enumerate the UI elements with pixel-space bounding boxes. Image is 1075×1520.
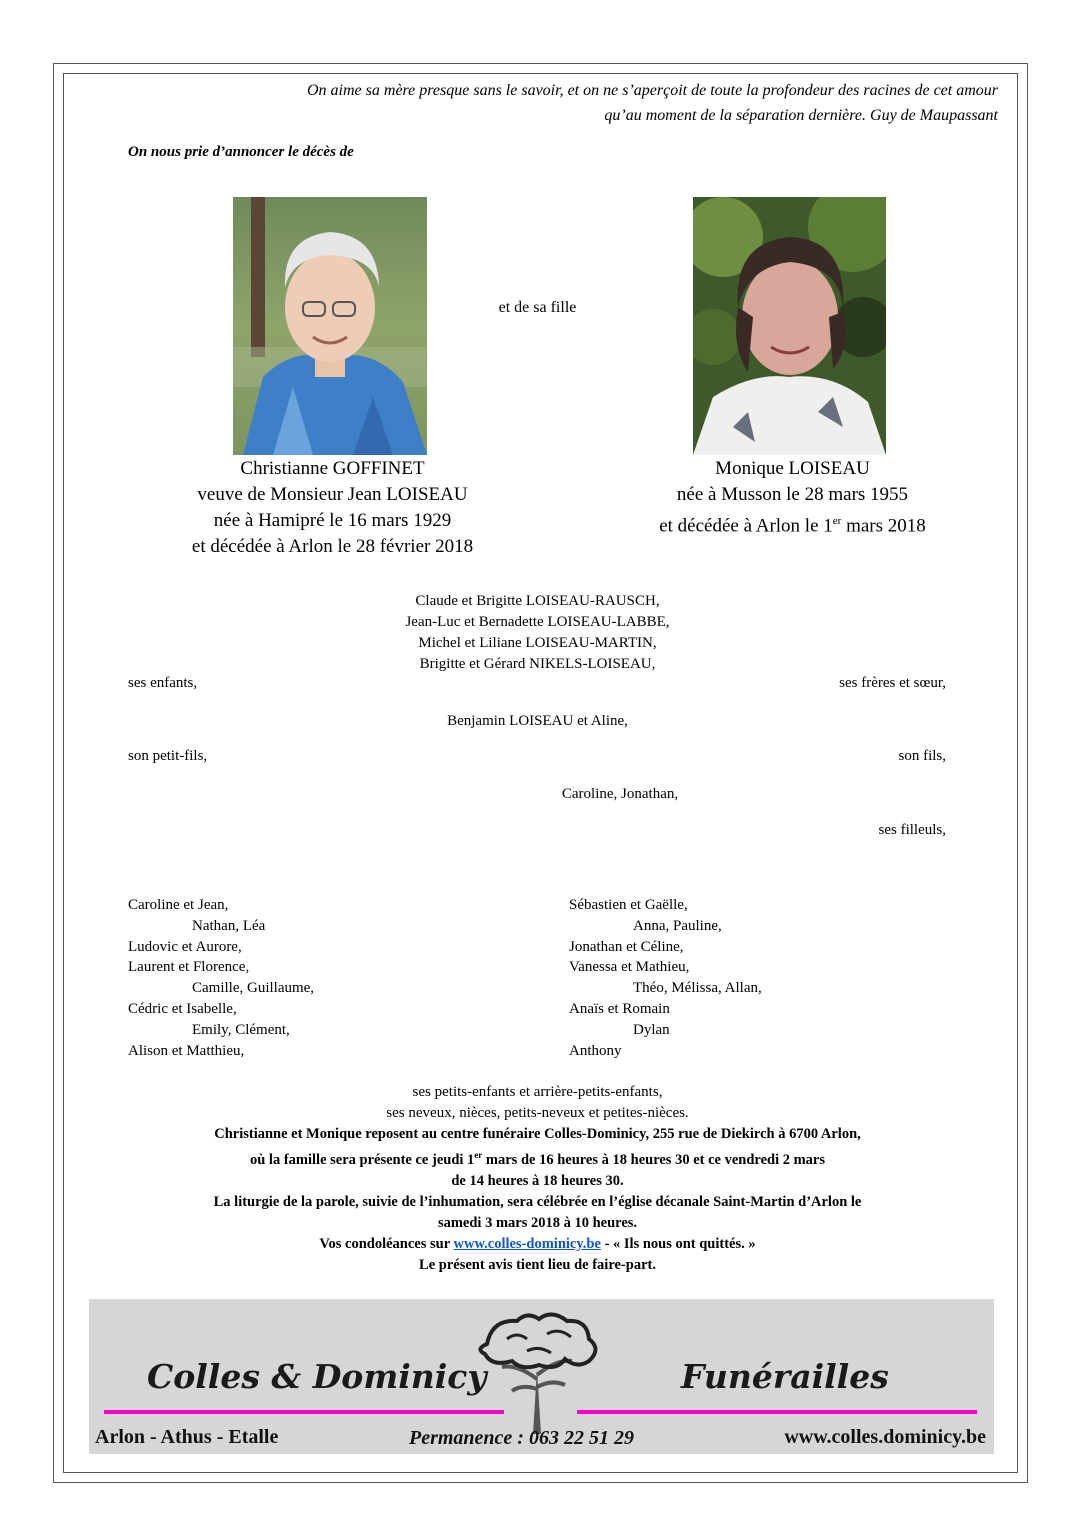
child-2: Jean-Luc et Bernadette LOISEAU-LABBE, [405,614,670,630]
person1-death: et décédée à Arlon le 28 février 2018 [191,536,474,557]
announcement-heading: On nous prie d’annoncer le décès de [128,144,354,160]
person2-birth: née à Musson le 28 mars 1955 [676,484,909,505]
gc-right-7: Dylan [633,1021,670,1038]
label-son-fils: son fils, [898,748,946,764]
quote-line-2: qu’au moment de la séparation dernière. Guy de Maupassant [604,107,998,124]
gc-left-7: Emily, Clément, [192,1021,290,1038]
condolences-link[interactable]: www.colles-dominicy.be [453,1235,601,1252]
gc-right-2: Anna, Pauline, [633,917,722,934]
gc-right-8: Anthony [569,1042,622,1059]
funeral-info [0,1124,1075,1276]
info-line-2: où la famille sera présente ce jeudi 1er mars de 16 heures à 18 heures 30 et ce vendredi 2 mars [249,1150,826,1168]
person2-death: et décédée à Arlon le 1er mars 2018 [659,515,926,537]
portrait-christianne [233,197,427,455]
gc-right-3: Jonathan et Céline, [569,938,684,955]
brand-right: Funérailles [681,1357,889,1396]
brand-left: Colles & Dominicy [147,1357,487,1396]
person2-name: Monique LOISEAU [715,458,870,479]
children-list [0,591,1075,675]
connector-text: et de sa fille [498,299,577,316]
child-4: Brigitte et Gérard NIKELS-LOISEAU, [419,656,656,672]
relatives-line-1: ses petits-enfants et arrière-petits-enfants, [412,1084,663,1100]
grandchildren-left [128,895,314,1061]
gc-left-8: Alison et Matthieu, [128,1042,245,1059]
label-petit-fils: son petit-fils, [128,748,208,764]
info-line-7: Le présent avis tient lieu de faire-part. [419,1256,656,1273]
caroline-jonathan-line: Caroline, Jonathan, [561,786,679,802]
gc-right-6: Anaïs et Romain [569,1000,670,1017]
info-line-1: Christianne et Monique reposent au centre funéraire Colles-Dominicy, 255 rue de Diekirch à 6700 Arlon, [214,1126,861,1142]
accent-line-right [577,1410,977,1414]
grandchildren-right [569,895,762,1061]
child-1: Claude et Brigitte LOISEAU-RAUSCH, [415,593,660,609]
accent-line-left [104,1410,504,1414]
person1-widow: veuve de Monsieur Jean LOISEAU [197,484,468,505]
footer-locations: Arlon - Athus - Etalle [95,1426,279,1448]
info-line-3: de 14 heures à 18 heures 30. [451,1172,624,1189]
person1-birth: née à Hamipré le 16 mars 1929 [213,510,452,531]
label-filleuls: ses filleuls, [878,822,946,838]
person2-details [610,456,975,539]
gc-left-6: Cédric et Isabelle, [128,1000,237,1017]
footer-website: www.colles.dominicy.be [784,1426,986,1448]
info-line-6: Vos condoléances sur www.colles-dominicy.be - « Ils nous ont quittés. » [319,1235,756,1252]
relatives [0,1082,1075,1124]
gc-right-4: Vanessa et Mathieu, [569,959,690,976]
gc-left-3: Ludovic et Aurore, [128,938,242,955]
quote-line-1: On aime sa mère presque sans le savoir, et on ne s’aperçoit de toute la profondeur des racines de cet amour [307,82,998,99]
funeral-home-banner [89,1299,994,1454]
benjamin-line: Benjamin LOISEAU et Aline, [447,713,628,729]
person1-details [150,456,515,560]
footer-permanence: Permanence : 063 22 51 29 [409,1427,634,1449]
label-freres-soeur: ses frères et sœur, [839,675,946,691]
info-line-4: La liturgie de la parole, suivie de l’inhumation, sera célébrée en l’église décanale Saint-Martin d’Arlon le [213,1193,862,1210]
label-ses-enfants: ses enfants, [128,675,198,691]
gc-left-4: Laurent et Florence, [128,959,250,976]
gc-right-1: Sébastien et Gaëlle, [569,897,688,913]
gc-left-5: Camille, Guillaume, [192,980,315,997]
portrait-monique [693,197,886,455]
tree-logo [467,1309,607,1434]
relatives-line-2: ses neveux, nièces, petits-neveux et petites-nièces. [386,1105,689,1121]
person1-name: Christianne GOFFINET [240,458,425,479]
gc-right-5: Théo, Mélissa, Allan, [633,980,762,997]
info-line-5: samedi 3 mars 2018 à 10 heures. [437,1214,638,1231]
gc-left-2: Nathan, Léa [192,917,266,934]
quote [98,78,998,128]
gc-left-1: Caroline et Jean, [128,897,229,913]
child-3: Michel et Liliane LOISEAU-MARTIN, [418,635,657,651]
